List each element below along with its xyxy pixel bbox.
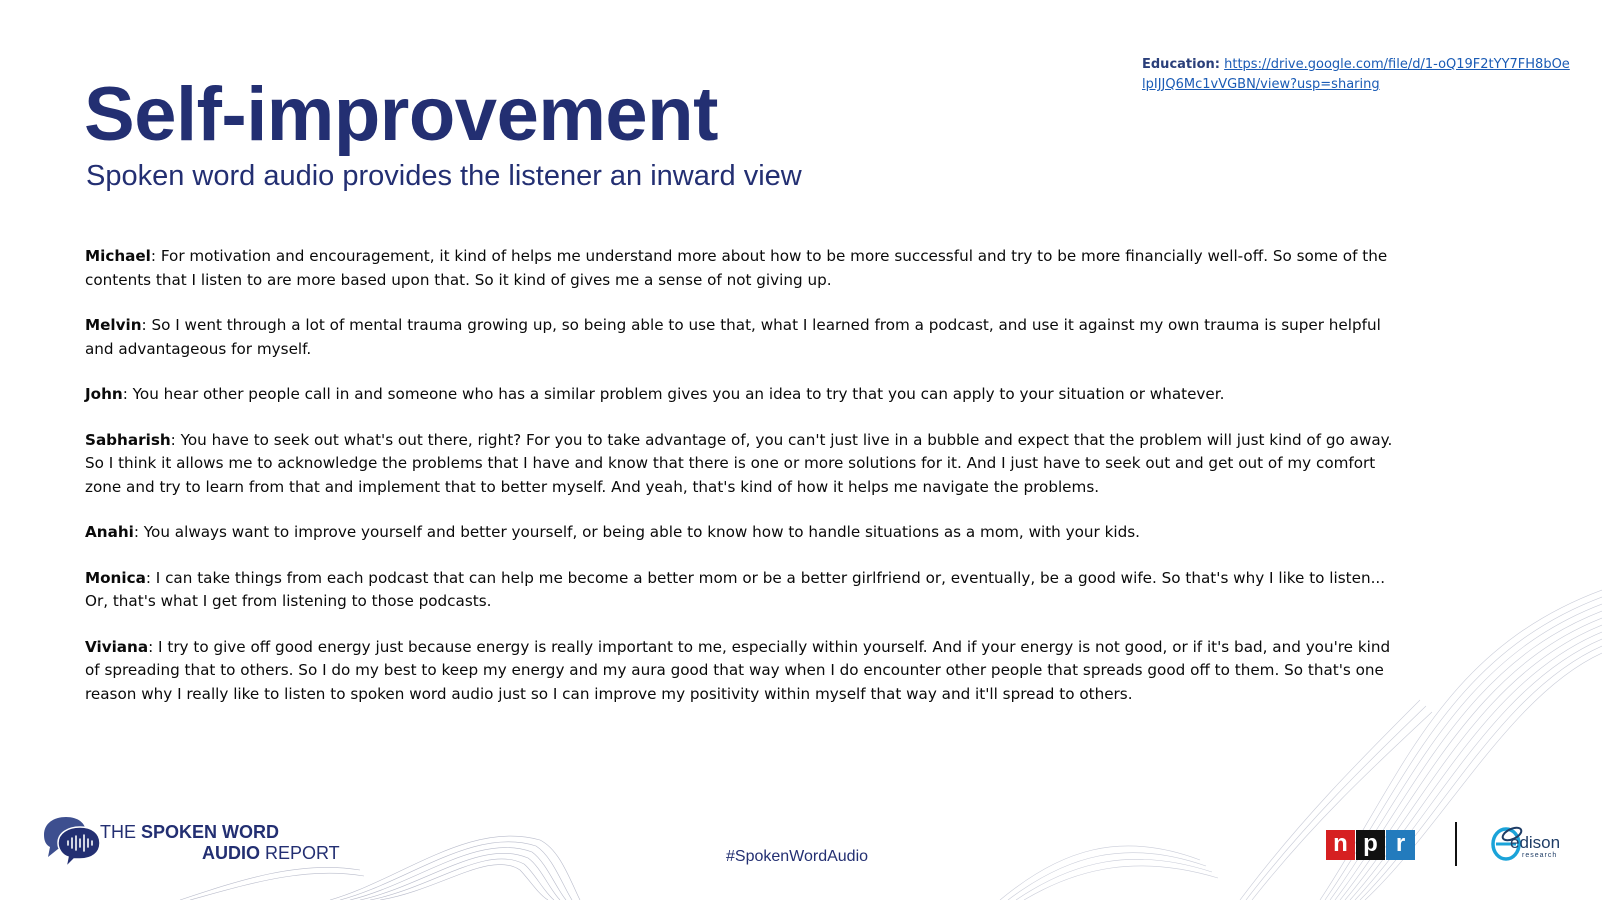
npr-letter-p: p — [1356, 830, 1385, 860]
brand-line2-plain: REPORT — [265, 843, 340, 863]
spoken-word-report-logo-text — [100, 822, 340, 864]
npr-letter-r: r — [1386, 830, 1415, 860]
education-url-link[interactable]: https://drive.google.com/file/d/1-oQ19F2tYY7FH8bOelpIJJQ6Mc1vVGBN/view?usp=sharing — [1142, 57, 1570, 92]
npr-letter-n: n — [1326, 830, 1355, 860]
quote-speaker: Melvin — [85, 316, 142, 334]
quote-speaker: Sabharish — [85, 430, 171, 449]
quote-item — [85, 383, 1405, 407]
quote-text: : I try to give off good energy just because energy is really important to me, especially within yourself. And if your energy is not good, or if it's bad, and you're kind of spreading that to others. So I do my best to keep my energy and my aura good that way when I do encounter other people that spreads good off to them. So that's one reason why I really like to listen to spoken word audio just so I can improve my positivity within myself that way and it'll spread to others. — [85, 637, 1391, 703]
education-label: Education: — [1142, 57, 1220, 72]
quote-speaker: Monica — [85, 568, 146, 587]
quote-item — [85, 567, 1405, 614]
quote-text: : You hear other people call in and someone who has a similar problem gives you an idea to try that you can apply to your situation or whatever. — [122, 385, 1225, 403]
quote-item — [85, 429, 1405, 500]
page-title: Self-improvement — [84, 72, 718, 157]
hashtag: #SpokenWordAudio — [726, 848, 869, 865]
edison-name: edison — [1510, 833, 1561, 852]
quote-text: : You have to seek out what's out there, right? For you to take advantage of, you can't just live in a bubble and expect that the problem will just kind of go away. So I think it allows me to acknowledge the problems that I have and know that there is one or more solutions for it. And I just have to seek out and get out of my comfort zone and try to learn from that and implement that to better myself. And yeah, that's kind of how it helps me navigate the problems. — [85, 430, 1393, 496]
brand-line2-bold: AUDIO — [202, 843, 265, 863]
brand-line1-plain: THE — [100, 822, 142, 842]
quote-text: : You always want to improve yourself and better yourself, or being able to know how to handle situations as a mom, with your kids. — [133, 523, 1140, 541]
quote-speaker: Michael — [85, 247, 151, 265]
quote-speaker: John — [85, 385, 123, 403]
quote-speaker: Viviana — [85, 637, 149, 656]
quote-text: : I can take things from each podcast that can help me become a better mom or be a better girlfriend or, eventually, be a good wife. So that's why I like to listen... Or, that's what I get from listening to those podcasts. — [85, 568, 1386, 610]
quote-speaker: Anahi — [85, 523, 134, 541]
quote-text: : So I went through a lot of mental trauma growing up, so being able to use that, what I learned from a podcast, and use it against my own trauma is super helpful and advantageous for myself. — [85, 316, 1381, 358]
quote-item — [85, 314, 1405, 361]
brand-line1-bold: SPOKEN WORD — [141, 822, 280, 842]
quotes-list — [85, 245, 1405, 728]
quote-item — [85, 521, 1405, 545]
quote-item — [85, 636, 1405, 707]
npr-logo — [1326, 830, 1416, 860]
quote-item — [85, 245, 1405, 292]
logo-divider — [1455, 822, 1457, 866]
education-link-block — [1142, 55, 1572, 95]
quote-text: : For motivation and encouragement, it kind of helps me understand more about how to be more successful and try to be more financially well-off. So some of the contents that I listen to are more based upon that. So it kind of gives me a sense of not giving up. — [85, 247, 1388, 289]
edison-subtitle: research — [1522, 852, 1558, 859]
page-subtitle: Spoken word audio provides the listener an inward view — [86, 160, 802, 192]
